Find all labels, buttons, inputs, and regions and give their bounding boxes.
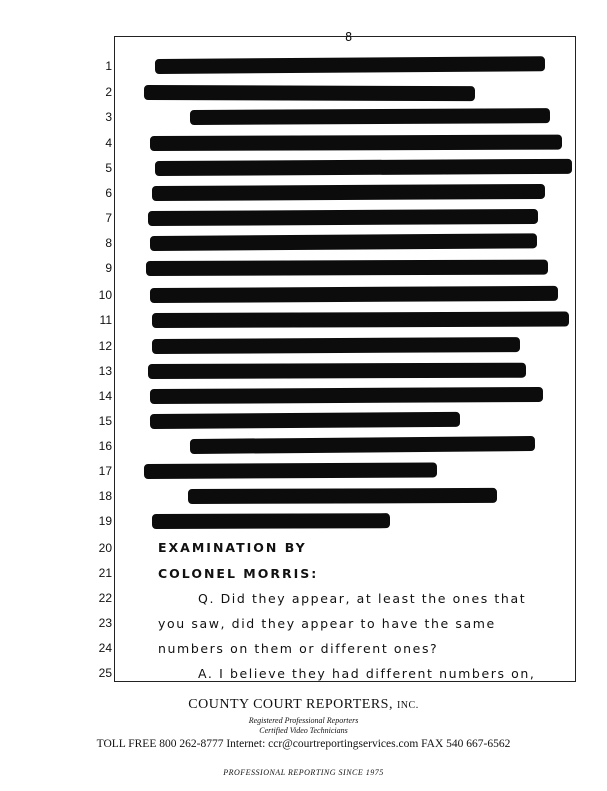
line-number-2: 2 xyxy=(105,85,112,99)
redaction-bar xyxy=(148,363,526,379)
transcript-line-24: numbers on them or different ones? xyxy=(158,641,439,656)
line-number-5: 5 xyxy=(105,161,112,175)
line-number-21: 21 xyxy=(98,566,112,580)
redaction-bar xyxy=(152,184,545,201)
line-number-4: 4 xyxy=(105,136,112,150)
transcript-line-23: you saw, did they appear to have the same xyxy=(158,616,496,631)
redaction-bar xyxy=(144,462,437,479)
line-number-15: 15 xyxy=(98,414,112,428)
line-number-17: 17 xyxy=(98,464,112,478)
redaction-bar xyxy=(152,513,390,529)
line-number-20: 20 xyxy=(98,541,112,555)
redaction-bar xyxy=(150,135,562,151)
footer-company xyxy=(0,697,607,713)
redaction-bar xyxy=(150,387,543,404)
line-number-7: 7 xyxy=(105,211,112,225)
line-number-3: 3 xyxy=(105,110,112,124)
line-number-24: 24 xyxy=(98,641,112,655)
redaction-bar xyxy=(152,337,520,354)
redaction-bar xyxy=(150,286,558,303)
redaction-bar xyxy=(150,233,537,251)
line-number-10: 10 xyxy=(98,288,112,302)
redaction-bar xyxy=(148,209,538,226)
redaction-bar xyxy=(150,412,460,429)
line-number-1: 1 xyxy=(105,59,112,73)
transcript-page-frame xyxy=(114,36,576,682)
transcript-line-22: Q. Did they appear, at least the ones that xyxy=(198,591,527,606)
line-number-9: 9 xyxy=(105,261,112,275)
transcript-line-20: EXAMINATION BY xyxy=(158,540,307,555)
transcript-line-21: COLONEL MORRIS: xyxy=(158,566,319,581)
company-suffix: INC. xyxy=(396,700,419,711)
line-number-22: 22 xyxy=(98,591,112,605)
page-number: 8 xyxy=(345,30,353,44)
line-number-14: 14 xyxy=(98,389,112,403)
transcript-line-25: A. I believe they had different numbers on, xyxy=(198,666,536,681)
redaction-bar xyxy=(152,312,569,328)
line-number-12: 12 xyxy=(98,339,112,353)
redaction-bar xyxy=(146,260,548,276)
footer-contact: TOLL FREE 800 262-8777 Internet: ccr@courtreportingservices.com FAX 540 667-6562 xyxy=(96,738,511,750)
line-number-11: 11 xyxy=(99,313,112,327)
line-number-6: 6 xyxy=(105,186,112,200)
footer-tagline-reporters: Registered Professional Reporters xyxy=(248,716,359,725)
redaction-bar xyxy=(155,159,572,176)
line-number-8: 8 xyxy=(105,236,112,250)
line-number-13: 13 xyxy=(98,364,112,378)
company-name: COUNTY COURT REPORTERS, xyxy=(188,697,393,712)
redaction-bar xyxy=(190,436,535,454)
line-number-16: 16 xyxy=(98,439,112,453)
footer-since: PROFESSIONAL REPORTING SINCE 1975 xyxy=(223,768,384,777)
redaction-bar xyxy=(188,488,497,504)
line-number-19: 19 xyxy=(98,514,112,528)
line-number-25: 25 xyxy=(98,666,112,680)
line-number-23: 23 xyxy=(98,616,112,630)
line-number-18: 18 xyxy=(98,489,112,503)
footer-tagline-video: Certified Video Technicians xyxy=(259,726,348,735)
redaction-bar xyxy=(155,56,545,74)
redaction-bar xyxy=(144,85,475,101)
redaction-bar xyxy=(190,108,550,125)
